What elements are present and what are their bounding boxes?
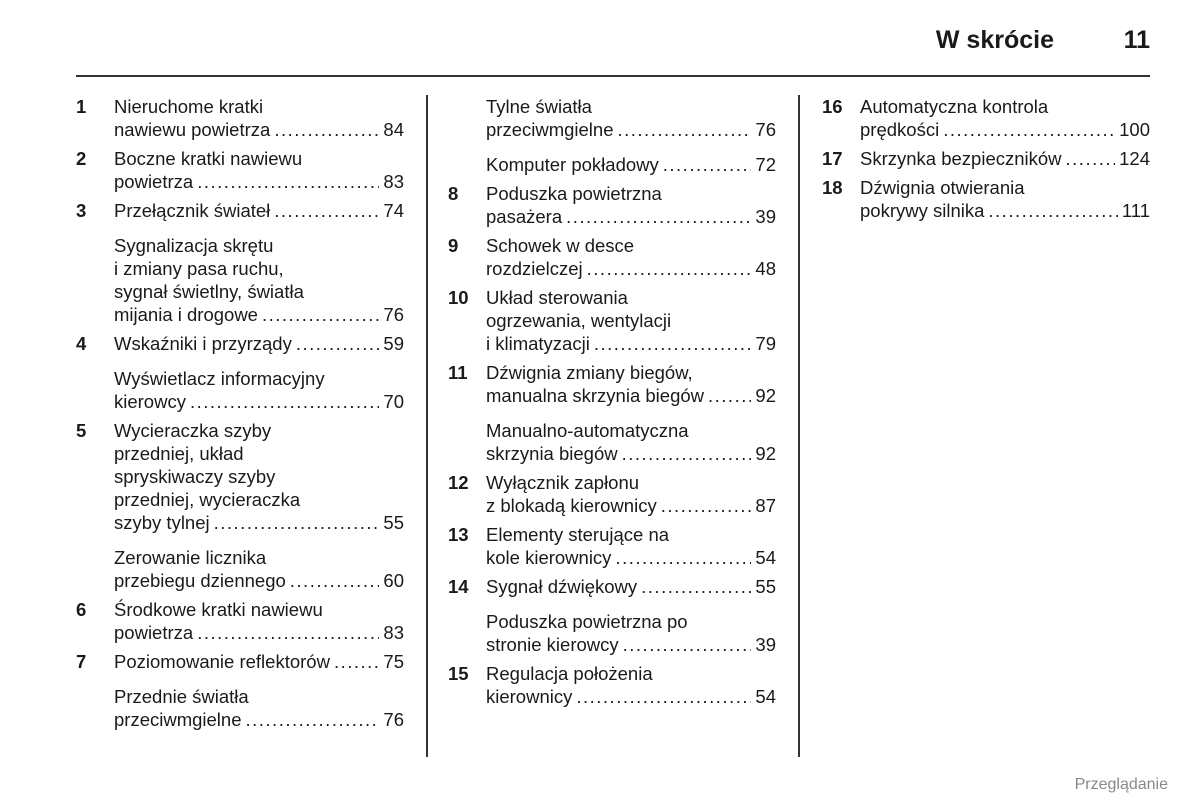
dot-leader xyxy=(943,118,1115,141)
entry-text-line: z blokadą kierownicy xyxy=(486,495,657,516)
toc-entry[interactable] xyxy=(448,419,776,465)
entry-text-line: Wyłącznik zapłonu xyxy=(486,472,640,493)
toc-entry[interactable] xyxy=(76,234,404,326)
entry-text-line: kierownicy xyxy=(486,686,573,707)
entry-page-number: 59 xyxy=(383,333,404,354)
entry-text-line: Regulacja położenia xyxy=(486,663,653,684)
header-rule xyxy=(76,75,1150,77)
dot-leader xyxy=(334,650,379,673)
toc-entry[interactable] xyxy=(76,650,404,673)
entry-text-line: Zerowanie licznika xyxy=(114,547,267,568)
toc-entry[interactable] xyxy=(76,95,404,141)
entry-page-number: 79 xyxy=(755,333,776,354)
entry-text-line: i zmiany pasa ruchu, xyxy=(114,258,284,279)
toc-entry[interactable] xyxy=(448,575,776,598)
entry-text-line: Układ sterowania xyxy=(486,287,628,308)
entry-number: 18 xyxy=(822,177,843,198)
entry-text-line: pasażera xyxy=(486,206,563,227)
entry-page-number: 100 xyxy=(1119,119,1150,140)
entry-text-line: Wycieraczka szyby xyxy=(114,420,272,441)
entry-page-number: 83 xyxy=(383,622,404,643)
entry-page-number: 76 xyxy=(383,709,404,730)
dot-leader xyxy=(622,442,752,465)
toc-entry[interactable] xyxy=(448,471,776,517)
entry-text-line: Nieruchome kratki xyxy=(114,96,264,117)
entry-page-number: 72 xyxy=(755,154,776,175)
dot-leader xyxy=(197,170,379,193)
toc-entry[interactable] xyxy=(822,95,1150,141)
entry-text-line: Manualno-automatyczna xyxy=(486,420,689,441)
dot-leader xyxy=(274,118,379,141)
dot-leader xyxy=(290,569,380,592)
entry-number: 6 xyxy=(76,599,87,620)
entry-text-line: Schowek w desce xyxy=(486,235,635,256)
entry-text-line: Komputer pokładowy xyxy=(486,154,659,175)
entry-text-line: kierowcy xyxy=(114,391,186,412)
entry-text-line: szyby tylnej xyxy=(114,512,210,533)
entry-text-line: przedniej, układ xyxy=(114,443,244,464)
toc-column-2 xyxy=(448,95,776,708)
entry-text-line: i klimatyzacji xyxy=(486,333,590,354)
entry-number: 9 xyxy=(448,235,459,256)
toc-entry[interactable] xyxy=(448,523,776,569)
entry-text-line: przeciwmgielne xyxy=(114,709,242,730)
entry-page-number: 83 xyxy=(383,171,404,192)
entry-page-number: 55 xyxy=(383,512,404,533)
toc-entry[interactable] xyxy=(822,176,1150,222)
entry-text-line: manualna skrzynia biegów xyxy=(486,385,705,406)
entry-text-line: spryskiwaczy szyby xyxy=(114,466,276,487)
entry-page-number: 54 xyxy=(755,686,776,707)
toc-entry[interactable] xyxy=(448,662,776,708)
entry-page-number: 92 xyxy=(755,385,776,406)
toc-column-1 xyxy=(76,95,404,731)
dot-leader xyxy=(594,332,752,355)
entry-number: 17 xyxy=(822,148,843,169)
entry-text-line: Poduszka powietrzna xyxy=(486,183,662,204)
entry-text-line: nawiewu powietrza xyxy=(114,119,271,140)
entry-text-line: Skrzynka bezpieczników xyxy=(860,148,1062,169)
dot-leader xyxy=(988,199,1117,222)
toc-column-3 xyxy=(822,95,1150,222)
toc-entry[interactable] xyxy=(448,361,776,407)
toc-entry[interactable] xyxy=(448,234,776,280)
entry-text-line: Wyświetlacz informacyjny xyxy=(114,368,325,389)
entry-number: 3 xyxy=(76,200,87,221)
dot-leader xyxy=(197,621,379,644)
entry-text-line: Środkowe kratki nawiewu xyxy=(114,599,323,620)
dot-leader xyxy=(708,384,751,407)
entry-text-line: Sygnalizacja skrętu xyxy=(114,235,274,256)
dot-leader xyxy=(566,205,751,228)
page-number: 11 xyxy=(1123,26,1150,54)
dot-leader xyxy=(663,153,752,176)
toc-entry[interactable] xyxy=(448,95,776,141)
entry-number: 5 xyxy=(76,420,87,441)
entry-page-number: 124 xyxy=(1119,148,1150,169)
entry-text-line: Sygnał dźwiękowy xyxy=(486,576,638,597)
entry-page-number: 54 xyxy=(755,547,776,568)
toc-entry[interactable] xyxy=(448,182,776,228)
entry-text-line: Elementy sterujące na xyxy=(486,524,670,545)
dot-leader xyxy=(190,390,379,413)
entry-text-line: przeciwmgielne xyxy=(486,119,614,140)
entry-number: 15 xyxy=(448,663,469,684)
toc-entry[interactable] xyxy=(76,546,404,592)
entry-page-number: 84 xyxy=(383,119,404,140)
dot-leader xyxy=(246,708,380,731)
dot-leader xyxy=(641,575,751,598)
entry-page-number: 92 xyxy=(755,443,776,464)
entry-page-number: 75 xyxy=(383,651,404,672)
entry-page-number: 39 xyxy=(755,206,776,227)
entry-text-line: Poziomowanie reflektorów xyxy=(114,651,330,672)
entry-number: 2 xyxy=(76,148,87,169)
entry-page-number: 48 xyxy=(755,258,776,279)
entry-text-line: sygnał świetlny, światła xyxy=(114,281,304,302)
entry-number: 8 xyxy=(448,183,459,204)
entry-text-line: Poduszka powietrzna po xyxy=(486,611,688,632)
dot-leader xyxy=(296,332,380,355)
dot-leader xyxy=(214,511,380,534)
entry-text-line: powietrza xyxy=(114,171,194,192)
dot-leader xyxy=(661,494,752,517)
entry-number: 14 xyxy=(448,576,469,597)
entry-text-line: Przełącznik świateł xyxy=(114,200,271,221)
toc-entry[interactable] xyxy=(76,367,404,413)
toc-entry[interactable] xyxy=(76,332,404,355)
entry-page-number: 55 xyxy=(755,576,776,597)
entry-text-line: mijania i drogowe xyxy=(114,304,258,325)
dot-leader xyxy=(587,257,752,280)
entry-number: 12 xyxy=(448,472,469,493)
entry-number: 10 xyxy=(448,287,469,308)
entry-text-line: stronie kierowcy xyxy=(486,634,619,655)
column-divider xyxy=(798,95,800,757)
browse-link[interactable]: Przeglądanie xyxy=(1074,776,1168,793)
entry-page-number: 76 xyxy=(383,304,404,325)
section-title: W skrócie xyxy=(935,26,1054,54)
entry-text-line: przedniej, wycieraczka xyxy=(114,489,301,510)
entry-number: 4 xyxy=(76,333,87,354)
entry-text-line: Automatyczna kontrola xyxy=(860,96,1049,117)
toc-entry[interactable] xyxy=(76,199,404,222)
entry-text-line: pokrywy silnika xyxy=(860,200,985,221)
entry-page-number: 111 xyxy=(1121,200,1150,221)
entry-text-line: kole kierownicy xyxy=(486,547,612,568)
toc-entry[interactable] xyxy=(448,286,776,355)
entry-text-line: Dźwignia zmiany biegów, xyxy=(486,362,693,383)
toc-entry[interactable] xyxy=(76,598,404,644)
dot-leader xyxy=(576,685,751,708)
dot-leader xyxy=(615,546,751,569)
entry-text-line: przebiegu dziennego xyxy=(114,570,286,591)
toc-entry[interactable] xyxy=(76,685,404,731)
entry-text-line: prędkości xyxy=(860,119,940,140)
entry-number: 1 xyxy=(76,96,87,117)
dot-leader xyxy=(623,633,752,656)
entry-page-number: 60 xyxy=(383,570,404,591)
entry-page-number: 87 xyxy=(755,495,776,516)
column-divider xyxy=(426,95,428,757)
entry-text-line: rozdzielczej xyxy=(486,258,583,279)
entry-page-number: 39 xyxy=(755,634,776,655)
dot-leader xyxy=(262,303,379,326)
toc-entry[interactable] xyxy=(76,419,404,534)
entry-text-line: Przednie światła xyxy=(114,686,249,707)
toc-entry[interactable] xyxy=(76,147,404,193)
entry-number: 16 xyxy=(822,96,843,117)
entry-text-line: Dźwignia otwierania xyxy=(860,177,1025,198)
entry-number: 11 xyxy=(448,362,468,383)
entry-page-number: 76 xyxy=(755,119,776,140)
entry-number: 7 xyxy=(76,651,87,672)
entry-text-line: Boczne kratki nawiewu xyxy=(114,148,303,169)
entry-text-line: skrzynia biegów xyxy=(486,443,618,464)
entry-number: 13 xyxy=(448,524,469,545)
toc-entry[interactable] xyxy=(448,610,776,656)
toc-entry[interactable] xyxy=(822,147,1150,170)
entry-page-number: 74 xyxy=(383,200,404,221)
entry-text-line: Tylne światła xyxy=(486,96,592,117)
entry-text-line: ogrzewania, wentylacji xyxy=(486,310,672,331)
entry-text-line: Wskaźniki i przyrządy xyxy=(114,333,292,354)
dot-leader xyxy=(1066,147,1116,170)
entry-page-number: 70 xyxy=(383,391,404,412)
entry-text-line: powietrza xyxy=(114,622,194,643)
dot-leader xyxy=(618,118,752,141)
dot-leader xyxy=(274,199,379,222)
toc-entry[interactable] xyxy=(448,153,776,176)
